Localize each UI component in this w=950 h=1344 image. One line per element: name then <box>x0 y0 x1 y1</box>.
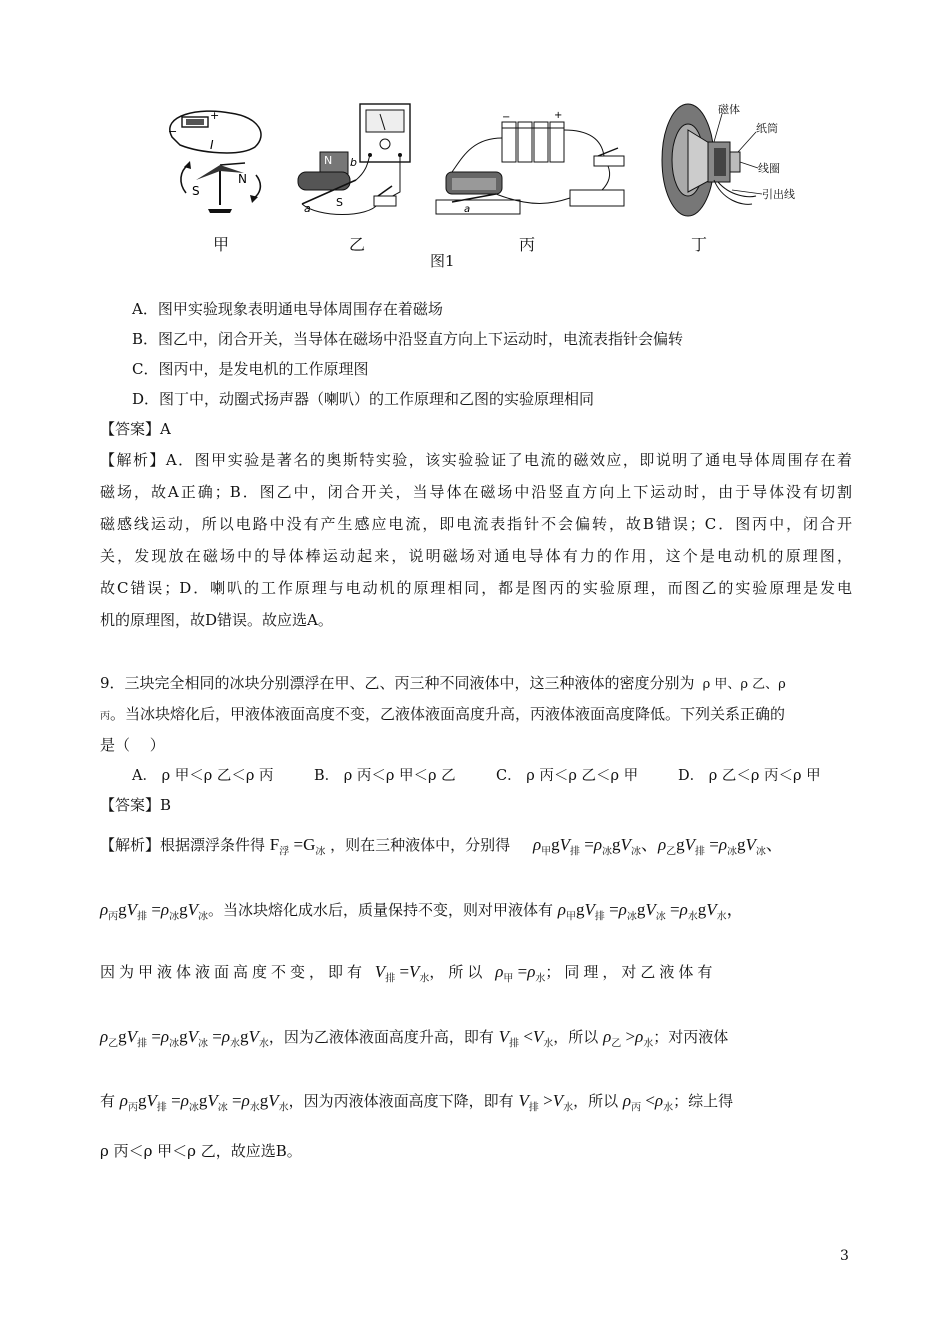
formula: $F_浮 =G_冰$ <box>269 835 326 858</box>
q9-option-b: B． ρ 丙＜ρ 甲＜ρ 乙 <box>314 768 456 784</box>
ding-label-magnet: 磁体 <box>718 103 740 116</box>
svg-text:−: − <box>168 125 178 138</box>
q9-answer: 【答案】B <box>100 796 172 814</box>
formula: $\rho_丙gV_排 =\rho_冰gV_冰$ <box>100 900 208 923</box>
q9-analysis-conclusion: ρ 丙＜ρ 甲＜ρ 乙，故应选B。 <box>100 1142 302 1160</box>
formula: $V_排 =V_水$ <box>374 962 430 985</box>
figure-yi-diagram <box>288 100 418 220</box>
q8-answer: 【答案】A <box>100 420 171 438</box>
figure-bing-diagram <box>432 108 632 220</box>
q8-analysis-line: 【解析】A．图甲实验是著名的奥斯特实验，该实验验证了电流的磁效应，即说明了通电导体周围存在着 <box>100 451 852 469</box>
formula: $\rho_乙gV_排 =\rho_冰gV_冰 =\rho_水gV_水$ <box>100 1027 269 1050</box>
formula: $\rho_甲gV_排 =\rho_冰gV_冰$、$\rho_乙gV_排 =\rho_冰gV_冰$、 <box>532 835 783 858</box>
q8-analysis-line: 关，发现放在磁场中的导体棒运动起来，说明磁场对通电导体有力的作用，这个是电动机的原理图， <box>100 547 852 565</box>
q8-analysis-line: 机的原理图，故D错误。故应选A。 <box>100 611 333 629</box>
q9-stem-line-2: 丙。当冰块熔化后，甲液体液面高度不变，乙液体液面高度升高，丙液体液面高度降低。下列关系正确的 <box>100 705 786 723</box>
q8-analysis-line: 故C错误；D．喇叭的工作原理与电动机的原理相同，都是图丙的实验原理，而图乙的实验原理是发电 <box>100 579 852 597</box>
svg-text:N: N <box>238 172 247 186</box>
svg-text:b: b <box>350 156 357 169</box>
q9-analysis-line-2: $\rho_丙gV_排 =\rho_冰gV_冰$。当冰块熔化成水后，质量保持不变，则对甲液体有 $\rho_甲gV_排 =\rho_冰gV_冰 =\rho_水gV_水$， <box>100 900 744 923</box>
formula: $V_排 <V_水$ <box>498 1027 554 1050</box>
formula: $V_排 >V_水$ <box>518 1091 574 1114</box>
q9-analysis-line-4: $\rho_乙gV_排 =\rho_冰gV_冰 =\rho_水gV_水$，因为乙液体液面高度升高，即有 $V_排 <V_水$，所以 $\rho_乙 >\rho_水$；对丙液体 <box>100 1027 729 1050</box>
ding-label-paper-cone: 纸筒 <box>756 122 778 135</box>
q9-option-c: C． ρ 丙＜ρ 乙＜ρ 甲 <box>496 768 639 784</box>
svg-text:I: I <box>210 138 214 152</box>
formula: $\rho_乙 >\rho_水$ <box>603 1027 654 1050</box>
q9-analysis-line-5: 有 $\rho_丙gV_排 =\rho_冰gV_冰 =\rho_水gV_水$，因为丙液体液面高度下降，即有 $V_排 >V_水$，所以 $\rho_丙 <\rho_水$；综上得 <box>100 1091 734 1114</box>
formula: $\rho_丙 <\rho_水$ <box>622 1091 674 1114</box>
formula: $\rho_丙gV_排 =\rho_冰gV_冰 =\rho_水gV_水$ <box>119 1091 289 1114</box>
svg-text:a: a <box>464 204 471 215</box>
q8-option-a: A．图甲实验现象表明通电导体周围存在着磁场 <box>132 300 443 318</box>
q8-analysis-line: 磁场，故A正确；B．图乙中，闭合开关，当导体在磁场中沿竖直方向上下运动时，由于导体没有切割 <box>100 483 852 501</box>
svg-text:a: a <box>304 202 311 215</box>
figure-jia-diagram <box>160 105 270 220</box>
formula: $\rho_甲 =\rho_水$ <box>495 962 546 985</box>
page-number: 3 <box>840 1248 849 1264</box>
q9-option-a: A． ρ 甲＜ρ 乙＜ρ 丙 <box>132 768 274 784</box>
q9-analysis-line-3: 因为甲液体液面高度不变，即有 $V_排 =V_水$，所以 $\rho_甲 =\rho_水$；同理，对乙液体有 <box>100 962 717 985</box>
q8-option-b: B．图乙中，闭合开关，当导体在磁场中沿竖直方向上下运动时，电流表指针会偏转 <box>132 330 684 348</box>
figure-label-ding: 丁 <box>691 235 708 254</box>
figure-label-bing: 丙 <box>519 235 536 254</box>
q9-stem-line-1: 9．三块完全相同的冰块分别漂浮在甲、乙、丙三种不同液体中，这三种液体的密度分别为 ρ 甲、ρ 乙、ρ <box>100 674 786 692</box>
ding-label-coil: 线圈 <box>758 162 780 175</box>
q8-analysis-line: 磁感线运动，所以电路中没有产生感应电流，即电流表指针不会偏转，故B错误；C．图丙中，闭合开 <box>100 515 852 533</box>
ding-label-lead: 引出线 <box>762 188 795 201</box>
svg-text:+: + <box>210 109 220 122</box>
q9-stem-line-3: 是（ ） <box>100 736 165 754</box>
q9-option-d: D． ρ 乙＜ρ 丙＜ρ 甲 <box>678 768 821 784</box>
q8-option-d: D．图丁中，动圈式扬声器（喇叭）的工作原理和乙图的实验原理相同 <box>132 390 595 408</box>
svg-text:S: S <box>336 196 343 209</box>
figure-label-jia: 甲 <box>213 235 230 254</box>
q9-analysis-line-1: 【解析】根据漂浮条件得 $F_浮 =G_冰$ ，则在三种液体中，分别得 $\rho_甲gV_排 =\rho_冰gV_冰$、$\rho_乙gV_排 =\rho_冰gV_冰$、 <box>100 835 783 858</box>
svg-text:−: − <box>502 112 511 123</box>
figure-label-yi: 乙 <box>349 235 366 254</box>
svg-text:+: + <box>554 110 563 121</box>
formula: $\rho_甲gV_排 =\rho_冰gV_冰 =\rho_水gV_水$， <box>557 900 744 923</box>
svg-text:S: S <box>192 184 200 198</box>
q8-option-c: C．图丙中，是发电机的工作原理图 <box>132 360 369 378</box>
figure-caption: 图1 <box>430 252 455 270</box>
svg-text:N: N <box>324 154 333 167</box>
